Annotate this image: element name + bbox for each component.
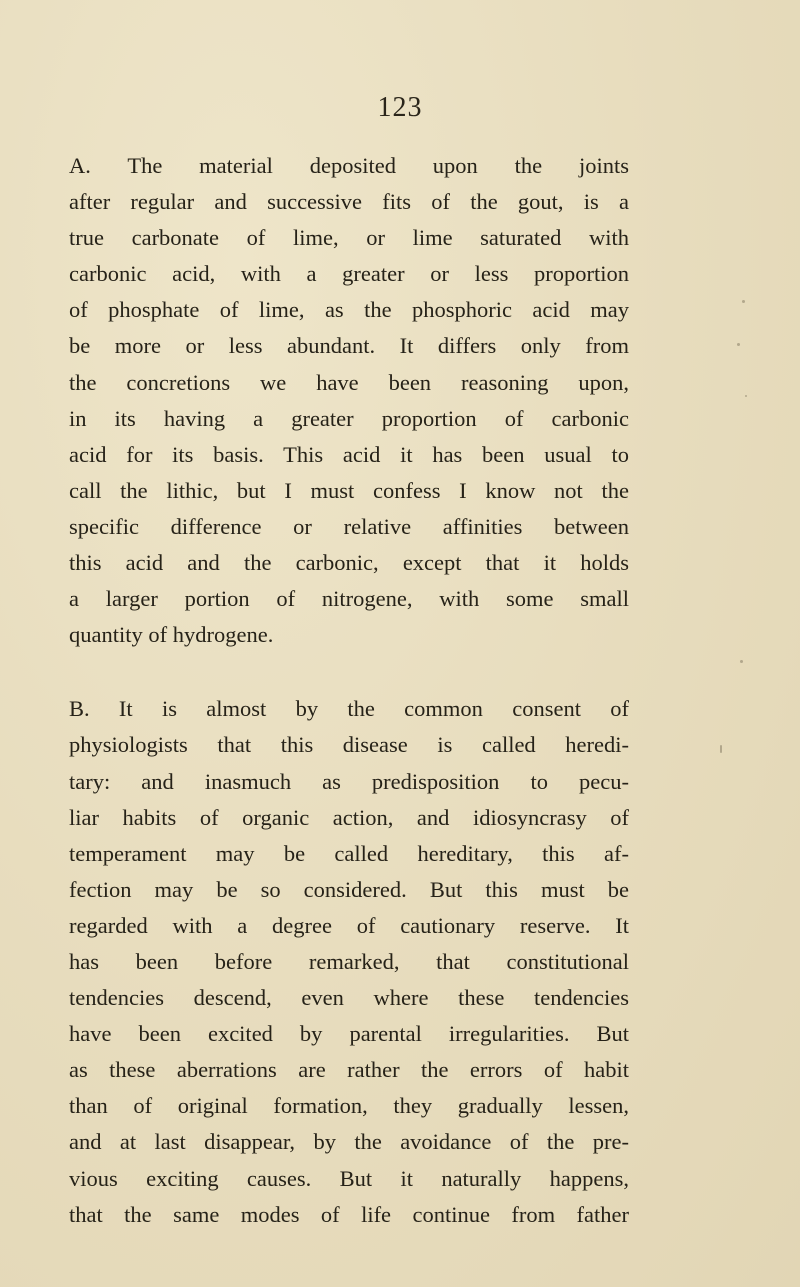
paper-speck: [737, 343, 740, 346]
text-line: tendencies descend, even where these tendencies: [69, 985, 629, 1011]
text-line: B. It is almost by the common consent of: [69, 696, 629, 722]
text-line: acid for its basis. This acid it has been usual to: [69, 441, 629, 467]
text-line: specific difference or relative affinities between: [69, 513, 629, 539]
text-line: than of original formation, they gradually lessen,: [69, 1093, 629, 1119]
paper-speck: [745, 395, 747, 397]
text-line: this acid and the carbonic, except that it holds: [69, 550, 629, 576]
text-line: vious exciting causes. But it naturally happens,: [69, 1165, 629, 1191]
text-line: fection may be so considered. But this must be: [69, 876, 629, 902]
paragraph-a: [69, 148, 629, 653]
text-line: in its having a greater proportion of carbonic: [69, 405, 629, 431]
text-line: call the lithic, but I must confess I know not the: [69, 477, 629, 503]
text-line: temperament may be called hereditary, this af-: [69, 840, 629, 866]
text-line: have been excited by parental irregularities. But: [69, 1021, 629, 1047]
text-line: a larger portion of nitrogene, with some small: [69, 586, 629, 612]
text-line: the concretions we have been reasoning upon,: [69, 369, 629, 395]
text-line: and at last disappear, by the avoidance of the pre-: [69, 1129, 629, 1155]
text-line: of phosphate of lime, as the phosphoric acid may: [69, 297, 629, 323]
text-line: physiologists that this disease is called heredi-: [69, 732, 629, 758]
text-line: regarded with a degree of cautionary reserve. It: [69, 912, 629, 938]
text-line: has been before remarked, that constitutional: [69, 948, 629, 974]
page-number: 123: [377, 92, 423, 123]
paper-speck: [742, 300, 745, 303]
paper-speck: [740, 660, 743, 663]
text-line: be more or less abundant. It differs only from: [69, 333, 629, 359]
text-line: as these aberrations are rather the errors of habit: [69, 1057, 629, 1083]
text-line: carbonic acid, with a greater or less proportion: [69, 261, 629, 287]
paragraph-b: [69, 691, 629, 1232]
paper-speck: [720, 745, 722, 753]
body-text: [69, 148, 629, 1233]
text-line: after regular and successive fits of the gout, is a: [69, 189, 629, 215]
text-line: true carbonate of lime, or lime saturated with: [69, 225, 629, 251]
text-line: tary: and inasmuch as predisposition to pecu-: [69, 768, 629, 794]
text-line: that the same modes of life continue from father: [69, 1201, 629, 1227]
paragraph-gap: [69, 653, 629, 691]
text-line: A. The material deposited upon the joints: [69, 153, 629, 178]
text-line: quantity of hydrogene.: [69, 622, 274, 648]
text-line: liar habits of organic action, and idiosyncrasy of: [69, 804, 629, 830]
